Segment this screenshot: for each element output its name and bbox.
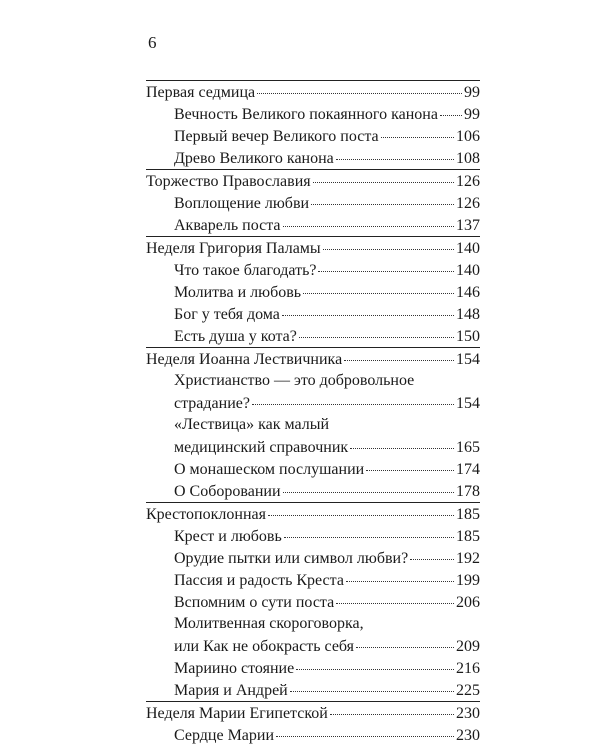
toc-entry-title: Первая седмица [146, 84, 256, 101]
toc-entry-title: Крест и любовь [174, 528, 282, 545]
toc-subsection[interactable] [174, 325, 480, 347]
dot-leader [440, 100, 462, 116]
toc-entry-page: 206 [456, 594, 480, 611]
dot-leader [276, 721, 454, 737]
dot-leader [336, 588, 454, 604]
dot-leader [282, 300, 454, 316]
dot-leader [284, 522, 454, 538]
toc-entry-title: Воплощение любви [174, 195, 310, 212]
toc-subsection[interactable] [174, 591, 480, 613]
dot-leader [346, 566, 454, 582]
toc-entry-title: или Как не обокрасть себя [174, 638, 355, 655]
toc-entry-title-line: Христианство — это добровольное [174, 372, 415, 389]
dot-leader [366, 455, 454, 471]
toc-entry-page: 174 [456, 461, 480, 478]
toc-entry-title: Древо Великого канона [174, 150, 334, 167]
dot-leader [410, 544, 454, 560]
toc-entry-page: 185 [456, 506, 480, 523]
toc-entry-page: 185 [456, 528, 480, 545]
toc-entry-page: 192 [456, 550, 480, 567]
toc-entry-page: 154 [456, 351, 480, 368]
toc-entry-title: Бог у тебя дома [174, 306, 280, 323]
toc-entry-title: Неделя Марии Египетской [146, 705, 328, 722]
toc-entry-page: 126 [456, 173, 480, 190]
toc-entry-page: 146 [456, 284, 480, 301]
dot-leader [283, 477, 455, 493]
dot-leader [318, 256, 454, 272]
toc-entry-page: 165 [456, 439, 480, 456]
toc-entry-page: 99 [464, 106, 480, 123]
toc-entry-title: Пассия и радость Креста [174, 572, 344, 589]
dot-leader [252, 389, 454, 405]
dot-leader [313, 167, 454, 183]
dot-leader [381, 122, 454, 138]
toc-section[interactable] [146, 81, 480, 103]
toc-entry-page: 140 [456, 240, 480, 257]
dot-leader [299, 322, 454, 338]
toc-entry-title: Акварель поста [174, 217, 281, 234]
toc-entry-title: Молитва и любовь [174, 284, 302, 301]
toc-entry-title: медицинский справочник [174, 439, 349, 456]
toc-entry-title: Неделя Иоанна Лествичника [146, 351, 343, 368]
toc-entry-title: Есть душа у кота? [174, 328, 297, 345]
toc-subsection[interactable] [174, 724, 480, 746]
page-number: 6 [148, 33, 157, 52]
toc-entry-title: Крестопоклонная [146, 506, 266, 523]
toc-entry-title: Мариино стояние [174, 660, 295, 677]
dot-leader [303, 278, 454, 294]
toc-entry-title-line: «Лествица» как малый [174, 416, 330, 433]
table-of-contents [146, 80, 480, 746]
dot-leader [344, 345, 454, 361]
toc-entry-page: 140 [456, 262, 480, 279]
toc-entry-title: Что такое благодать? [174, 262, 317, 279]
toc-entry-page: 230 [456, 727, 480, 744]
toc-entry-page: 199 [456, 572, 480, 589]
dot-leader [336, 144, 454, 160]
dot-leader [268, 500, 454, 516]
dot-leader [257, 78, 462, 94]
toc-subsection[interactable] [174, 679, 480, 701]
toc-entry-title: О Соборовании [174, 483, 281, 500]
dot-leader [323, 234, 454, 250]
toc-entry-title: Первый вечер Великого поста [174, 128, 379, 145]
toc-entry-page: 230 [456, 705, 480, 722]
toc-entry-page: 148 [456, 306, 480, 323]
toc-entry-title: Вечность Великого покаянного канона [174, 106, 438, 123]
dot-leader [296, 654, 454, 670]
toc-entry-page: 225 [456, 682, 480, 699]
toc-entry-page: 106 [456, 128, 480, 145]
toc-entry-page: 126 [456, 195, 480, 212]
toc-subsection[interactable] [174, 480, 480, 502]
toc-entry-title-line: Молитвенная скороговорка, [174, 615, 364, 632]
toc-entry-page: 150 [456, 328, 480, 345]
dot-leader [356, 632, 454, 648]
toc-entry-title: Сердце Марии [174, 727, 275, 744]
toc-entry-title: Орудие пытки или символ любви? [174, 550, 409, 567]
dot-leader [311, 189, 454, 205]
toc-subsection[interactable] [174, 392, 480, 414]
toc-entry-title: О монашеском послушании [174, 461, 365, 478]
toc-entry-title: Вспомним о сути поста [174, 594, 335, 611]
toc-entry-title: Неделя Григория Паламы [146, 240, 321, 257]
toc-entry-page: 99 [464, 84, 480, 101]
toc-subsection[interactable] [174, 214, 480, 236]
toc-section[interactable] [146, 348, 480, 370]
toc-entry-title: страдание? [174, 395, 250, 412]
dot-leader [350, 433, 454, 449]
toc-entry-title: Мария и Андрей [174, 682, 288, 699]
toc-entry-page: 154 [456, 395, 480, 412]
toc-entry-page: 178 [456, 483, 480, 500]
toc-entry-title: Торжество Православия [146, 173, 311, 190]
toc-subsection[interactable] [174, 147, 480, 169]
dot-leader [283, 211, 454, 227]
dot-leader [330, 699, 454, 715]
toc-entry-page: 137 [456, 217, 480, 234]
toc-entry-page: 209 [456, 638, 480, 655]
toc-entry-page: 108 [456, 150, 480, 167]
toc-entry-page: 216 [456, 660, 480, 677]
dot-leader [290, 676, 454, 692]
